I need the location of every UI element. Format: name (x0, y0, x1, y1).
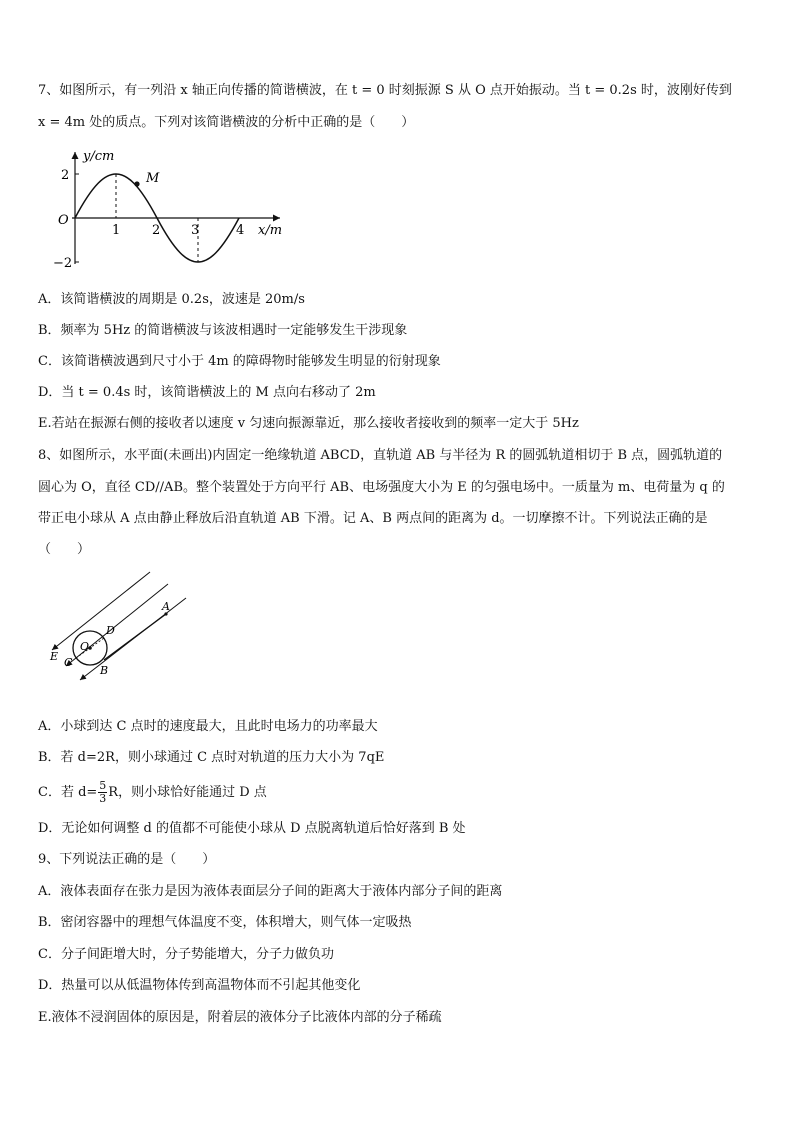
q8-option-c (38, 780, 267, 805)
q9-option-c: C．分子间距增大时，分子势能增大，分子力做负功 (38, 947, 334, 962)
q7-origin: O (58, 213, 69, 228)
q7-option-d: D．当 t = 0.4s 时，该简谐横波上的 M 点向右移动了 2m (38, 385, 376, 400)
q8-fraction-den: 3 (99, 792, 107, 805)
q7-option-a: A．该简谐横波的周期是 0.2s，波速是 20m/s (38, 292, 305, 307)
q8-label-o: O (80, 640, 90, 653)
q7-option-e: E.若站在振源右侧的接收者以速度 v 匀速向振源靠近，那么接收者接收到的频率一定大于 5Hz (38, 416, 579, 431)
q9-option-a: A．液体表面存在张力是因为液体表面层分子间的距离大于液体内部分子间的距离 (38, 884, 503, 899)
q7-label-m: M (146, 171, 160, 186)
q7-stem-line1: 7、如图所示，有一列沿 x 轴正向传播的简谐横波，在 t = 0 时刻振源 S 从 O 点开始振动。当 t = 0.2s 时，波刚好传到 (38, 83, 732, 98)
q8-stem-line1: 8、如图所示，水平面(未画出)内固定一绝缘轨道 ABCD，直轨道 AB 与半径为 R 的圆弧轨道相切于 B 点，圆弧轨道的 (38, 448, 723, 463)
q7-xtick-3: 3 (191, 223, 200, 238)
q8-option-c-prefix: C．若 d= (38, 785, 98, 800)
q7-ylabel: y/cm (83, 149, 115, 164)
q8-track-ab (104, 614, 166, 660)
q8-label-d: D (106, 624, 115, 637)
q8-label-c: C (64, 656, 73, 669)
q8-option-c-fraction (98, 780, 107, 805)
q8-stem-line4: （ ） (38, 542, 91, 557)
q9-option-e: E.液体不浸润固体的原因是，附着层的液体分子比液体内部的分子稀疏 (38, 1010, 442, 1025)
q8-label-a: A (162, 600, 170, 613)
q7-stem-line2: x = 4m 处的质点。下列对该简谐横波的分析中正确的是（ ） (38, 115, 415, 130)
q8-stem-line2: 圆心为 O，直径 CD//AB。整个装置处于方向平行 AB、电场强度大小为 E 的匀强电场中。一质量为 m、电荷量为 q 的 (38, 480, 725, 495)
q9-option-b: B．密闭容器中的理想气体温度不变，体积增大，则气体一定吸热 (38, 915, 412, 930)
q8-option-c-suffix: R，则小球恰好能通过 D 点 (108, 785, 267, 800)
q9-option-d: D．热量可以从低温物体传到高温物体而不引起其他变化 (38, 978, 361, 993)
q7-option-c: C．该简谐横波遇到尺寸小于 4m 的障碍物时能够发生明显的衍射现象 (38, 354, 441, 369)
q7-xtick-1: 1 (112, 223, 121, 238)
q8-label-b: B (100, 664, 109, 677)
q8-track-figure (40, 570, 200, 690)
q8-label-e: E (50, 650, 59, 663)
q8-option-d: D．无论如何调整 d 的值都不可能使小球从 D 点脱离轨道后恰好落到 B 处 (38, 821, 466, 836)
q7-xtick-2: 2 (152, 223, 161, 238)
q7-xtick-4: 4 (236, 223, 245, 238)
q8-option-b: B．若 d=2R，则小球通过 C 点时对轨道的压力大小为 7qE (38, 750, 385, 765)
q8-stem-line3: 带正电小球从 A 点由静止释放后沿直轨道 AB 下滑。记 A、B 两点间的距离为 d。一切摩擦不计。下列说法正确的是 (38, 511, 708, 526)
q8-field-line-2 (66, 584, 168, 666)
q7-ytick-2: 2 (61, 168, 70, 183)
q7-xlabel: x/m (258, 223, 283, 238)
q9-stem: 9、下列说法正确的是（ ） (38, 852, 216, 867)
q7-ytick-neg2: −2 (53, 256, 73, 270)
q7-wave-graph (50, 142, 290, 270)
q7-point-m (134, 181, 139, 186)
q8-option-a: A．小球到达 C 点时的速度最大，且此时电场力的功率最大 (38, 719, 378, 734)
q7-option-b: B．频率为 5Hz 的简谐横波与该波相遇时一定能够发生干涉现象 (38, 323, 408, 338)
q8-fraction-num: 5 (99, 779, 107, 792)
